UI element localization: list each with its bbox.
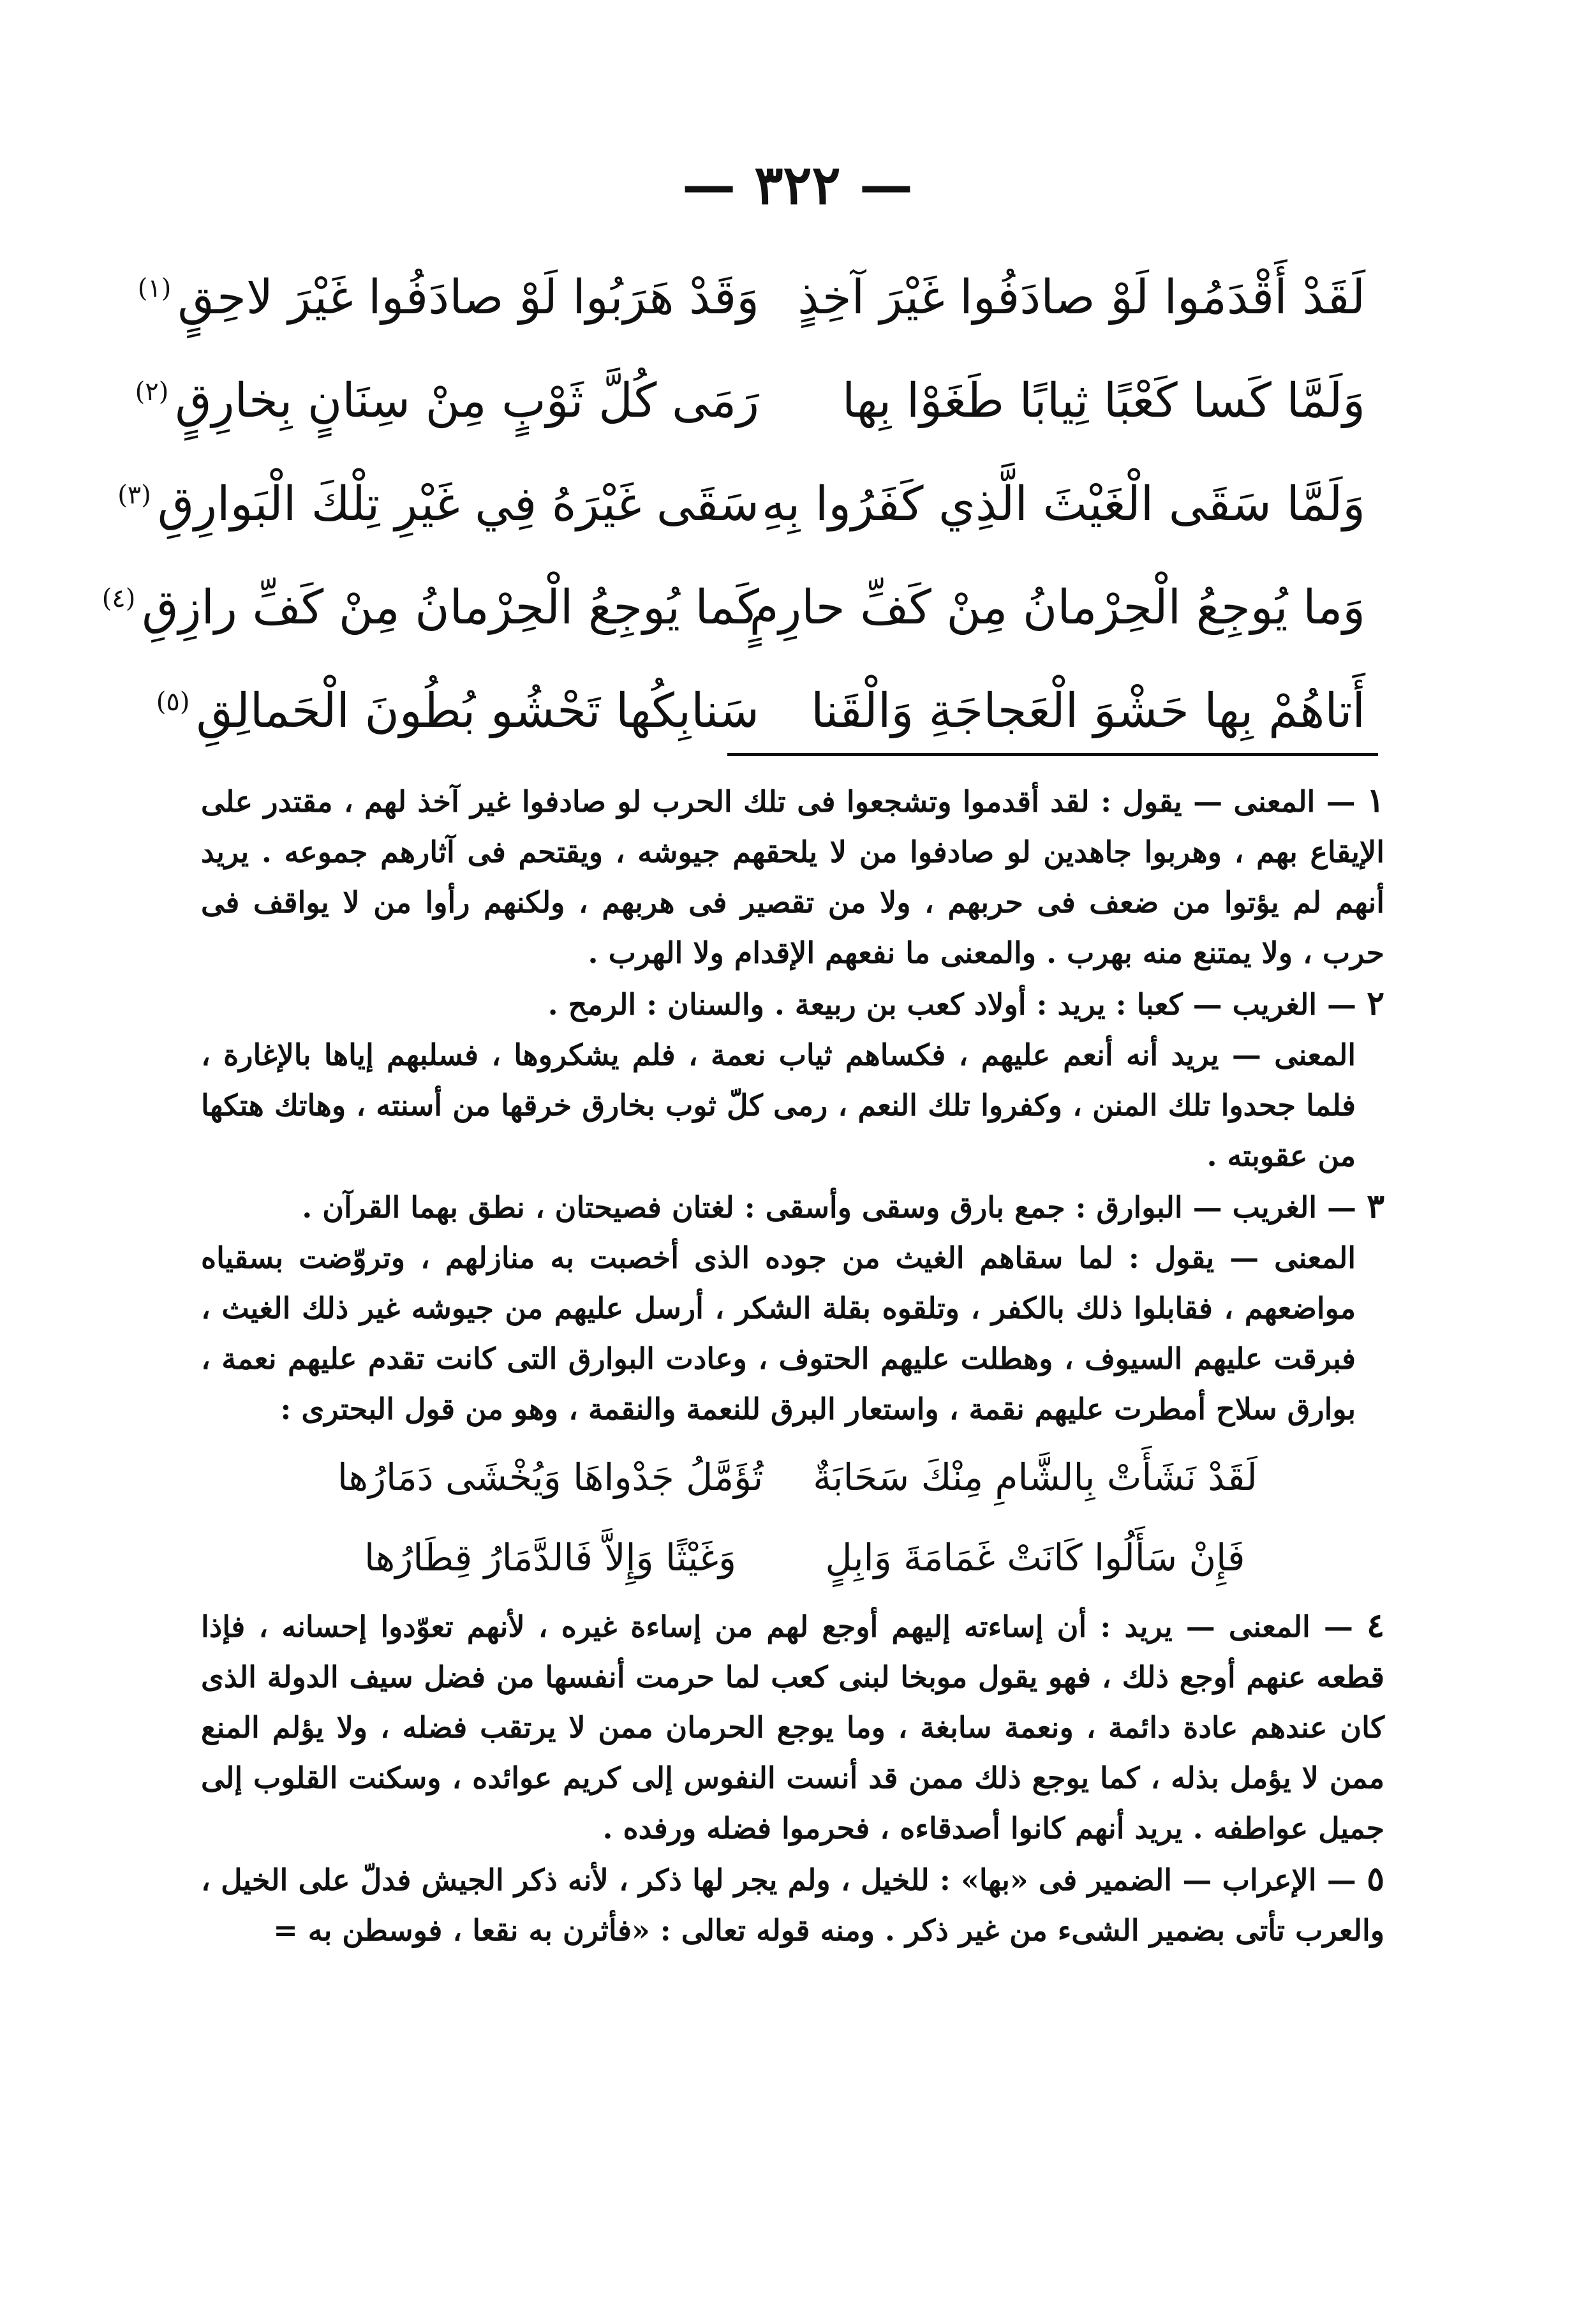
note-label: — الإعراب —: [1182, 1863, 1356, 1897]
quoted-verse: [201, 1520, 1384, 1595]
note-2-gharib: [201, 978, 1384, 1030]
verse-second-hemistich: [117, 476, 759, 533]
note-label: المعنى —: [1229, 1240, 1356, 1275]
poem-verse: [135, 349, 1365, 452]
footnote-marker: (٢): [135, 376, 169, 406]
quoted-first-hemistich: لَقَدْ نَشَأَتْ بِالشَّامِ مِنْكَ سَحَابَةٌ: [813, 1456, 1257, 1499]
verse-second-hemistich: [135, 373, 759, 429]
quoted-second-hemistich: تُؤَمَّلُ جَدْواهَا وَيُخْشَى دَمَارُها: [337, 1456, 764, 1499]
quoted-verse: [201, 1440, 1384, 1515]
commentary-notes: [201, 775, 1384, 1956]
verse-first-hemistich: أَتاهُمْ بِها حَشْوَ الْعَجاجَةِ وَالْقَنا: [811, 683, 1365, 738]
verse-second-hemistich: [101, 579, 759, 636]
verse-second-hemistich: [156, 683, 759, 740]
footnote-marker: (٥): [156, 687, 190, 717]
verse-second-hemistich-text: كَما يُوجِعُ الْحِرْمانُ مِنْ كَفِّ رازِقِ: [142, 579, 759, 635]
note-4: [201, 1600, 1384, 1854]
poem-verse: [117, 452, 1365, 556]
note-number: ٥: [1367, 1859, 1384, 1898]
verse-first-hemistich: وَلَمَّا كَسا كَعْبًا ثِيابًا طَغَوْا بِها: [842, 373, 1365, 428]
note-2-meaning: [201, 1030, 1384, 1181]
separator-rule: [727, 753, 1378, 756]
note-label: — المعنى —: [1185, 1609, 1353, 1644]
verse-second-hemistich-text: وَقَدْ هَرَبُوا لَوْ صادَفُوا غَيْرَ لاحِقٍ: [177, 269, 759, 325]
note-3-meaning: [201, 1233, 1384, 1434]
note-label: — الغريب —: [1192, 987, 1357, 1022]
note-text: كعبا : يريد : أولاد كعب بن ربيعة . والسنان : الرمح .: [547, 987, 1183, 1022]
note-text: يريد : أن إساءته إليهم أوجع لهم من إساءة غيره ، لأنهم تعوّدوا إحسانه ، فإذا قطعه عنهم أوجع ذلك ، فهو يقول موبخا لبنى كعب لما حرمت أنفسها من فضل سيف الدولة الذى كان عندهم عادة دائمة ، ونعمة سابغة ، وما يوجع الحرمان ممن لا يرتقب فضله ، ولا يؤلم المنع ممن لا يؤمل بذله ، كما يوجع ذلك ممن قد أنست النفوس إلى كريم عوائده ، وسكنت القلوب إلى جميل عواطفه . يريد أنهم كانوا أصدقاءه ، فحرموا فضله ورفده .: [201, 1609, 1384, 1845]
note-number: ٣: [1367, 1187, 1384, 1226]
footnote-marker: (٤): [101, 583, 136, 613]
footnote-marker: (١): [137, 273, 172, 303]
verse-first-hemistich: لَقَدْ أَقْدَمُوا لَوْ صادَفُوا غَيْرَ آخِذٍ: [798, 269, 1365, 325]
note-number: ٢: [1367, 984, 1384, 1023]
note-text: الضمير فى «بها» : للخيل ، ولم يجر لها ذكر ، لأنه ذكر الجيش فدلّ على الخيل ، والعرب تأتى بضمير الشىء من غير ذكر . ومنه قوله تعالى : «فأثرن به نقعا ، فوسطن به =: [201, 1863, 1384, 1948]
note-text: البوارق : جمع بارق وسقى وأسقى : لغتان فصيحتان ، نطق بهما القرآن .: [302, 1190, 1183, 1225]
note-text: يريد أنه أنعم عليهم ، فكساهم ثياب نعمة ، فلم يشكروها ، فسلبهم إياها بالإغارة ، فلما جحدوا تلك المنن ، وكفروا تلك النعم ، رمى كلّ ثوب بخارق خرقها من أسنته ، وهاتك هتكها من عقوبته .: [201, 1038, 1356, 1173]
note-1: [201, 775, 1384, 978]
note-text: يقول : لقد أقدموا وتشجعوا فى تلك الحرب لو صادفوا غير آخذ لهم ، مقتدر على الإيقاع بهم ، وهربوا جاهدين لو صادفوا من لا يلحقهم جيوشه ، ويقتحم فى آثارهم جموعه . يريد أنهم لم يؤتوا من ضعف فى حربهم ، ولا من تقصير فى هربهم ، ولكنهم رأوا من لا يواقف فى حرب ، ولا يمتنع منه بهرب . والمعنى ما نفعهم الإقدام ولا الهرب .: [201, 784, 1384, 970]
poem-verse: [137, 246, 1365, 349]
note-label: — الغريب —: [1192, 1190, 1357, 1225]
verse-second-hemistich-text: سَنابِكُها تَحْشُو بُطُونَ الْحَمالِقِ: [196, 683, 759, 738]
quoted-second-hemistich: وَغَيْثًا وَإِلاَّ فَالدَّمَارُ قِطَارُها: [364, 1536, 737, 1579]
verse-second-hemistich-text: سَقَى غَيْرَهُ فِي غَيْرِ تِلْكَ الْبَوارِقِ: [157, 476, 759, 532]
verse-first-hemistich: وَلَمَّا سَقَى الْغَيْثَ الَّذِي كَفَرُوا بِهِ: [761, 476, 1365, 532]
footnote-marker: (٣): [117, 480, 151, 510]
note-text: يقول : لما سقاهم الغيث من جوده الذى أخصبت به منازلهم ، وتروّضت بسقياه مواضعهم ، فقابلوا ذلك بالكفر ، وتلقوه بقلة الشكر ، أرسل عليهم من جيوشه غير ذلك الغيث ، فبرقت عليهم السيوف ، وهطلت عليهم الحتوف ، وعادت البوارق التى كانت تقدم عليهم نعمة ، بوارق سلاح أمطرت عليهم نقمة ، واستعار البرق للنعمة والنقمة ، وهو من قول البحترى :: [201, 1240, 1356, 1426]
note-label: — المعنى —: [1193, 784, 1356, 819]
poem-verse: [156, 659, 1365, 763]
note-3-gharib: [201, 1181, 1384, 1233]
verse-second-hemistich: [137, 269, 759, 326]
poem-verse: [101, 556, 1365, 659]
note-label: المعنى —: [1231, 1038, 1356, 1072]
note-5: [201, 1854, 1384, 1956]
verse-second-hemistich-text: رَمَى كُلَّ ثَوْبٍ مِنْ سِنَانٍ بِخارِقٍ: [175, 373, 759, 428]
verse-first-hemistich: وَما يُوجِعُ الْحِرْمانُ مِنْ كَفِّ حارِمٍ: [749, 579, 1365, 635]
quoted-first-hemistich: فَإِنْ سَأَلُوا كَانَتْ غَمَامَةَ وَابِلٍ: [825, 1536, 1245, 1579]
poem-block: [101, 246, 1365, 763]
page-number: — ٣٢٢ —: [682, 153, 913, 216]
note-number: ٤: [1367, 1606, 1384, 1645]
note-number: ١: [1367, 781, 1385, 820]
